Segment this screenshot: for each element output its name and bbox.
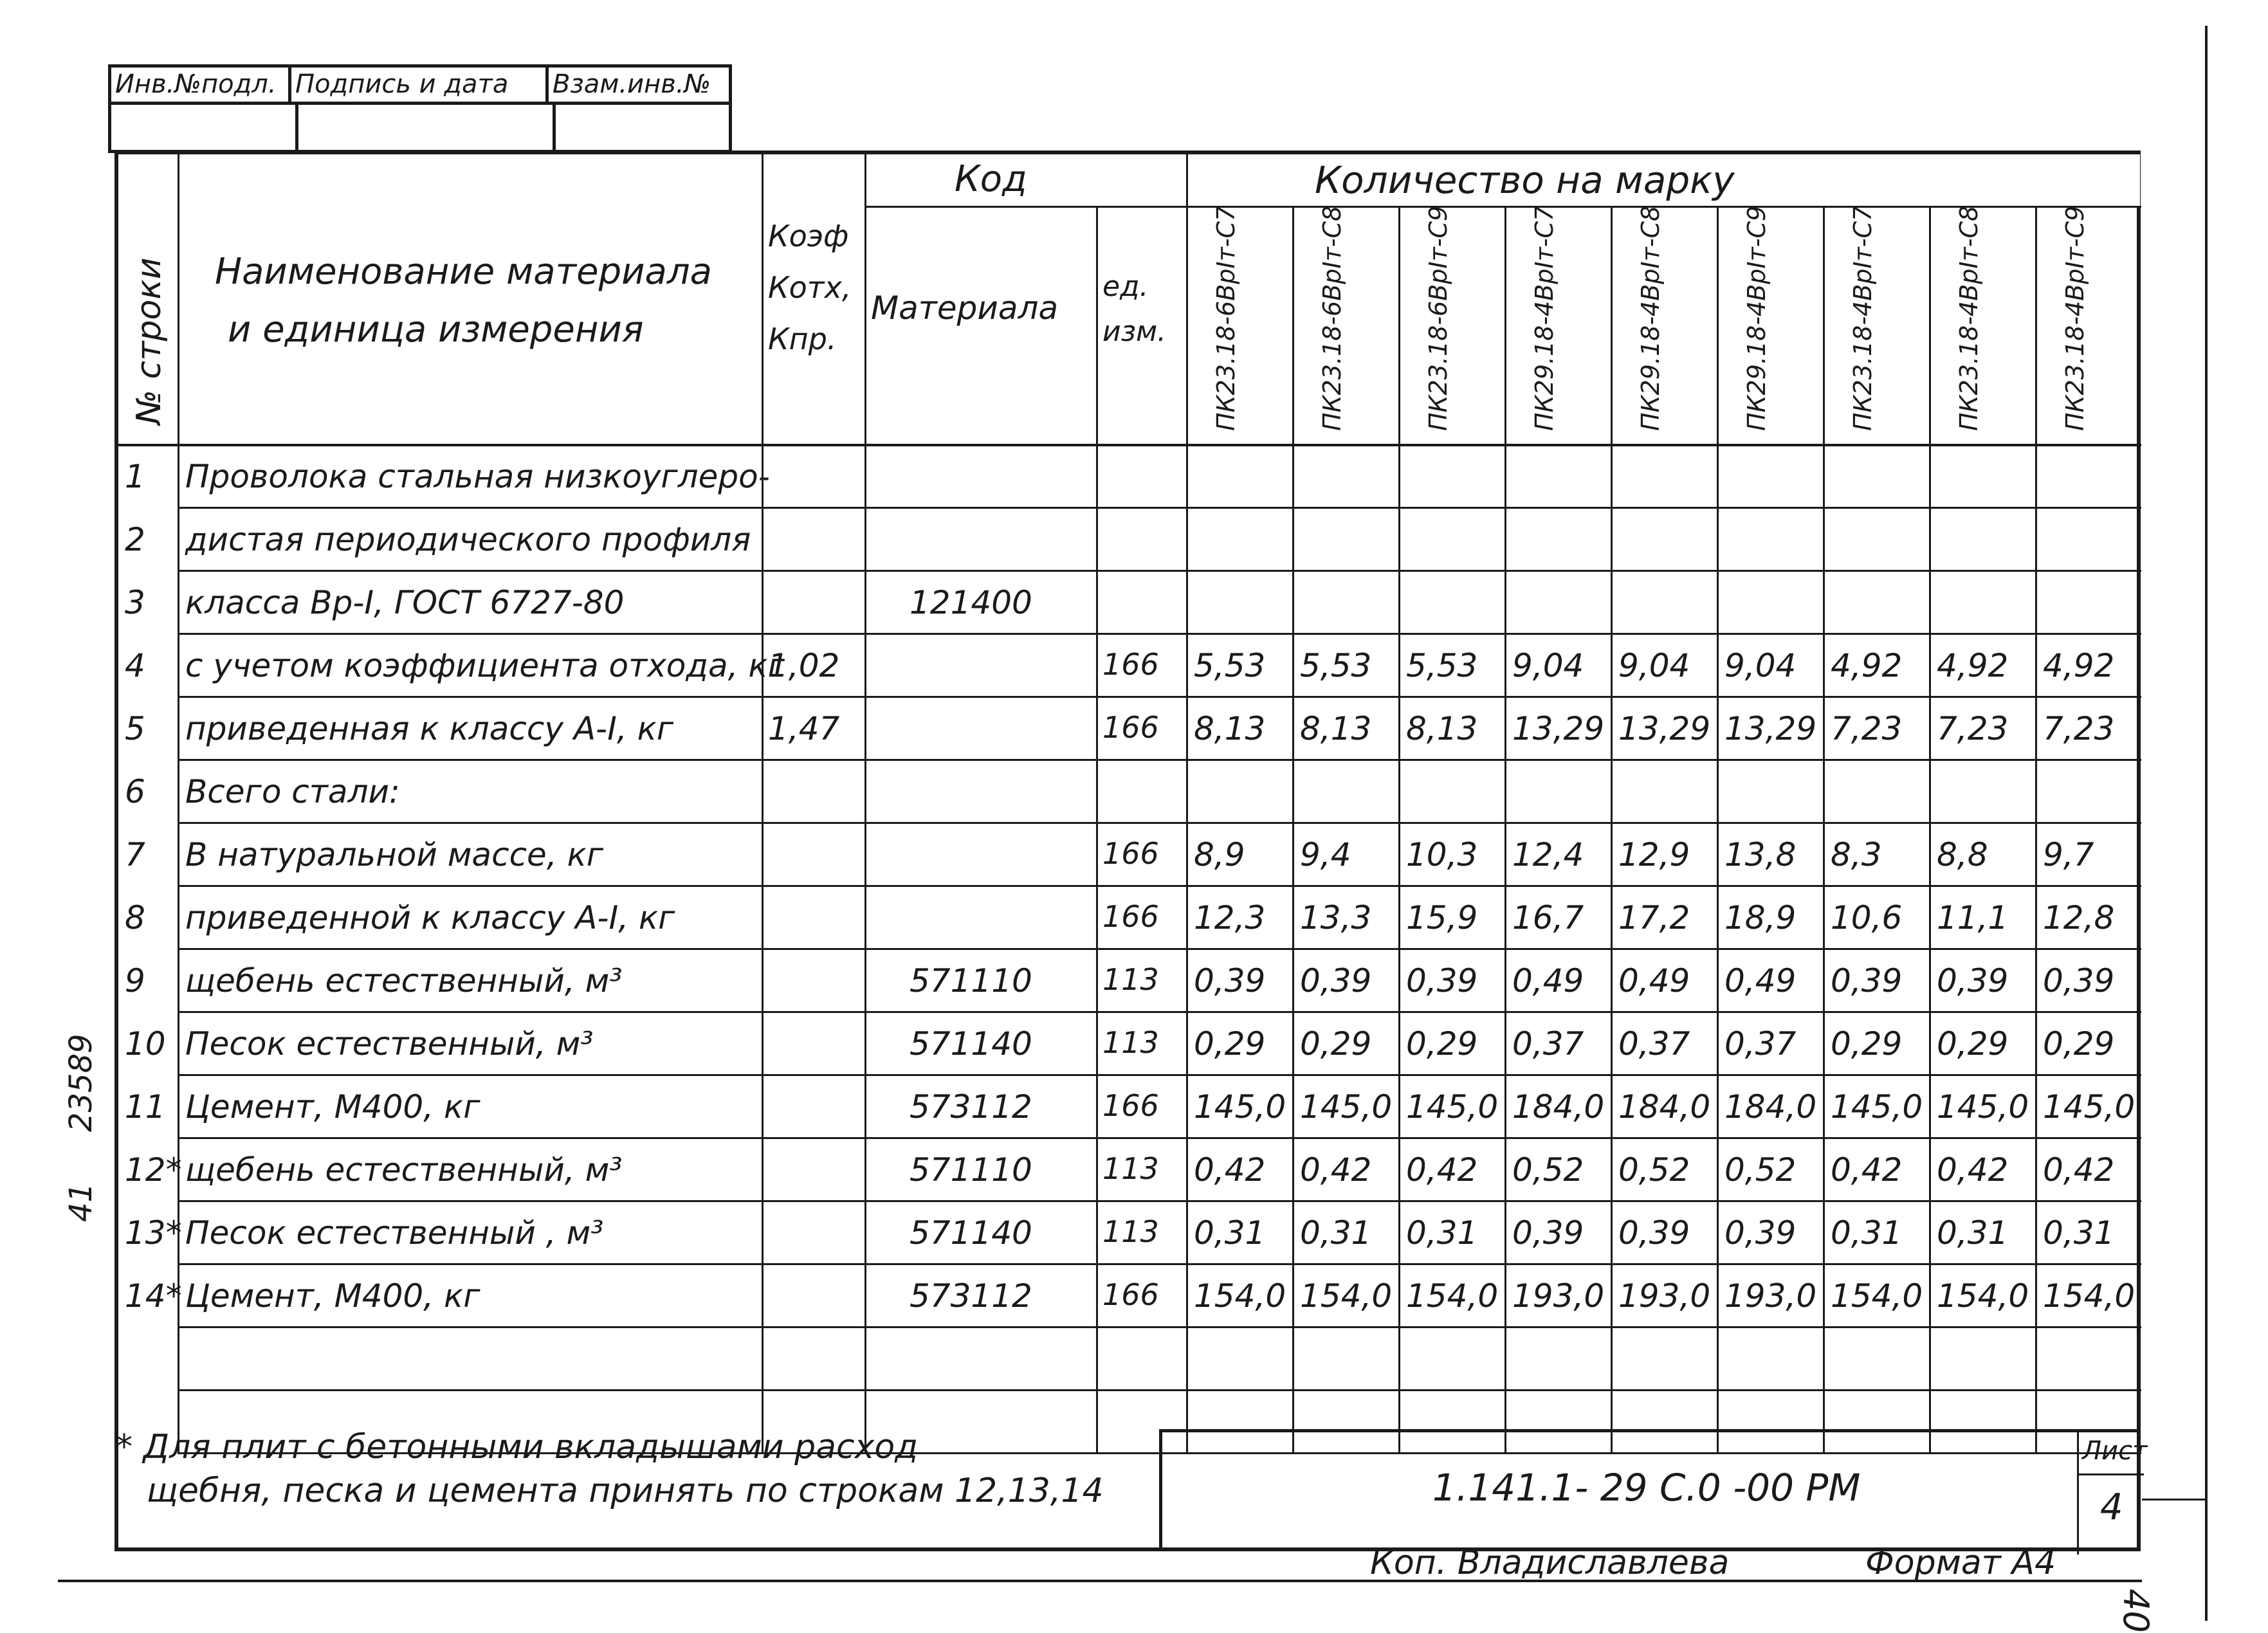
quantity-value: 0,39 <box>1831 962 1903 999</box>
material-name: класса Вр-I, ГОСТ 6727-80 <box>185 584 625 621</box>
unit-code: 113 <box>1102 962 1159 997</box>
quantity-value: 12,3 <box>1194 899 1266 936</box>
material-name: щебень естественный, м³ <box>185 962 623 999</box>
coef-header-line3: Кпр. <box>768 322 837 356</box>
row-number-header: № строки <box>130 257 169 424</box>
quantity-value: 0,39 <box>2043 962 2115 999</box>
row-number: 3 <box>125 584 145 621</box>
material-name: Песок естественный , м³ <box>185 1214 604 1252</box>
footnote-line-1: * Для плит с бетонными вкладышами расход <box>116 1428 919 1466</box>
quantity-value: 4,92 <box>1831 647 1903 684</box>
name-header-line1: Наименование материала <box>215 251 712 293</box>
material-name: приведенной к классу А-I, кг <box>185 899 675 936</box>
unit-code: 166 <box>1102 1088 1159 1123</box>
material-name: Песок естественный, м³ <box>185 1025 594 1063</box>
unit-code: 166 <box>1102 647 1159 682</box>
quantity-value: 0,42 <box>1937 1151 2009 1189</box>
quantity-value: 8,13 <box>1194 710 1266 747</box>
row-number: 9 <box>125 962 145 999</box>
quantity-value: 0,39 <box>1937 962 2009 999</box>
quantity-value: 184,0 <box>1618 1088 1711 1126</box>
quantity-value: 0,39 <box>1406 962 1478 999</box>
quantity-value: 11,1 <box>1937 899 2009 936</box>
quantity-value: 17,2 <box>1618 899 1690 936</box>
quantity-value: 8,13 <box>1406 710 1478 747</box>
mark-header-9: ПК23.18-4ВрIт-С9 <box>2061 205 2089 431</box>
quantity-value: 0,37 <box>1724 1025 1797 1063</box>
quantity-value: 4,92 <box>2043 647 2115 684</box>
quantity-value: 154,0 <box>1300 1277 1393 1315</box>
mark-header-7: ПК23.18-4ВрIт-С7 <box>1849 205 1877 431</box>
quantity-value: 0,29 <box>2043 1025 2115 1063</box>
quantity-value: 0,29 <box>1194 1025 1266 1063</box>
quantity-value: 9,7 <box>2043 836 2094 873</box>
quantity-value: 154,0 <box>1406 1277 1499 1315</box>
quantity-value: 0,52 <box>1618 1151 1690 1189</box>
sheet-label: Лист <box>2082 1436 2148 1466</box>
quantity-value: 13,29 <box>1618 710 1711 747</box>
quantity-value: 13,8 <box>1724 836 1797 873</box>
material-code: 571140 <box>910 1025 1032 1063</box>
quantity-value: 145,0 <box>1406 1088 1499 1126</box>
mark-header-6: ПК29.18-4ВрIт-С9 <box>1742 205 1771 431</box>
mark-header-1: ПК23.18-6ВрIт-С7 <box>1212 205 1240 431</box>
quantity-value: 13,3 <box>1300 899 1372 936</box>
quantity-value: 0,31 <box>1937 1214 2009 1252</box>
unit-code: 113 <box>1102 1214 1159 1249</box>
row-number: 4 <box>125 647 145 684</box>
quantity-value: 12,4 <box>1512 836 1584 873</box>
quantity-value: 145,0 <box>1194 1088 1286 1126</box>
material-name: с учетом коэффициента отхода, кг <box>185 647 785 684</box>
quantity-value: 9,04 <box>1724 647 1797 684</box>
quantity-value: 0,31 <box>1406 1214 1478 1252</box>
unit-code: 166 <box>1102 1277 1159 1312</box>
approval-stamp <box>108 64 732 153</box>
material-name: В натуральной массе, кг <box>185 836 604 873</box>
format-label: Формат А4 <box>1865 1544 2056 1582</box>
quantity-value: 193,0 <box>1512 1277 1605 1315</box>
quantity-value: 8,13 <box>1300 710 1372 747</box>
quantity-value: 9,04 <box>1618 647 1690 684</box>
unit-code: 166 <box>1102 836 1159 871</box>
row-number: 11 <box>125 1088 166 1126</box>
quantity-value: 0,42 <box>1831 1151 1903 1189</box>
quantity-value: 193,0 <box>1618 1277 1711 1315</box>
quantity-value: 9,04 <box>1512 647 1584 684</box>
quantity-value: 0,39 <box>1300 962 1372 999</box>
quantity-value: 0,39 <box>1724 1214 1797 1252</box>
material-code: 571110 <box>910 962 1032 999</box>
footnote-line-2: щебня, песка и цемента принять по строкам 12,13,14 <box>147 1472 1104 1510</box>
copied-by: Коп. Владиславлева <box>1370 1544 1730 1582</box>
coefficient: 1,47 <box>768 710 840 747</box>
quantity-value: 145,0 <box>1937 1088 2029 1126</box>
inv-label: Инв.№подл. <box>111 68 291 102</box>
row-number: 13* <box>125 1214 182 1252</box>
quantity-value: 12,8 <box>2043 899 2115 936</box>
quantity-value: 0,31 <box>1300 1214 1372 1252</box>
title-block <box>1159 1429 2148 1551</box>
sheet-number: 4 <box>2100 1486 2123 1528</box>
unit-code: 113 <box>1102 1025 1159 1060</box>
quantity-value: 0,39 <box>1618 1214 1690 1252</box>
quantity-value: 7,23 <box>2043 710 2115 747</box>
quantity-value: 0,31 <box>1831 1214 1903 1252</box>
coef-header-line2: Котх, <box>768 270 852 305</box>
quantity-value: 0,31 <box>2043 1214 2115 1252</box>
quantity-value: 4,92 <box>1937 647 2009 684</box>
material-code: 573112 <box>910 1277 1032 1315</box>
sign-label: Подпись и дата <box>291 68 549 102</box>
row-number: 12* <box>125 1151 182 1189</box>
quantity-value: 12,9 <box>1618 836 1690 873</box>
mark-header-5: ПК29.18-4ВрIт-С8 <box>1636 205 1665 431</box>
quantity-value: 5,53 <box>1406 647 1478 684</box>
quantity-value: 0,49 <box>1724 962 1797 999</box>
quantity-value: 7,23 <box>1831 710 1903 747</box>
quantity-value: 8,8 <box>1937 836 1988 873</box>
quantity-value: 0,29 <box>1937 1025 2009 1063</box>
quantity-value: 0,42 <box>2043 1151 2115 1189</box>
row-number: 14* <box>125 1277 182 1315</box>
quantity-value: 0,42 <box>1300 1151 1372 1189</box>
quantity-value: 154,0 <box>2043 1277 2135 1315</box>
material-header: Материала <box>871 289 1059 327</box>
quantity-value: 0,37 <box>1618 1025 1690 1063</box>
quantity-value: 0,49 <box>1618 962 1690 999</box>
row-number: 1 <box>125 458 145 495</box>
quantity-value: 0,42 <box>1406 1151 1478 1189</box>
quantity-value: 15,9 <box>1406 899 1478 936</box>
coef-header-line1: Коэф <box>768 219 849 253</box>
material-name: Проволока стальная низкоуглеро- <box>185 458 770 495</box>
page-number: 40 <box>2116 1589 2156 1633</box>
row-number: 2 <box>125 521 145 558</box>
mark-header-8: ПК23.18-4ВрIт-С8 <box>1955 205 1983 431</box>
quantity-value: 0,42 <box>1194 1151 1266 1189</box>
quantity-value: 0,49 <box>1512 962 1584 999</box>
quantity-value: 154,0 <box>1194 1277 1286 1315</box>
name-header-line2: и единица измерения <box>228 309 644 351</box>
material-code: 571110 <box>910 1151 1032 1189</box>
quantity-value: 0,39 <box>1194 962 1266 999</box>
quantity-header: Количество на марку <box>1315 158 1735 202</box>
replace-label: Взам.инв.№ <box>553 69 711 99</box>
material-code: 571140 <box>910 1214 1032 1252</box>
unit-code: 166 <box>1102 899 1159 934</box>
quantity-value: 154,0 <box>1937 1277 2029 1315</box>
mark-header-3: ПК23.18-6ВрIт-С9 <box>1424 205 1452 431</box>
quantity-value: 0,31 <box>1194 1214 1266 1252</box>
material-name: щебень естественный, м³ <box>185 1151 623 1189</box>
unit-code: 166 <box>1102 710 1159 745</box>
quantity-value: 154,0 <box>1831 1277 1923 1315</box>
quantity-value: 145,0 <box>2043 1088 2135 1126</box>
unit-header-line1: ед. <box>1102 270 1149 303</box>
mark-header-4: ПК29.18-4ВрIт-С7 <box>1530 205 1559 431</box>
mark-header-2: ПК23.18-6ВрIт-С8 <box>1318 205 1346 431</box>
quantity-value: 8,9 <box>1194 836 1245 873</box>
row-number: 6 <box>125 773 145 810</box>
quantity-value: 0,37 <box>1512 1025 1584 1063</box>
row-number: 10 <box>125 1025 166 1063</box>
quantity-value: 9,4 <box>1300 836 1351 873</box>
material-name: дистая периодического профиля <box>185 521 751 558</box>
side-mark-b: 41 <box>63 1182 99 1222</box>
row-number: 7 <box>125 836 145 873</box>
quantity-value: 193,0 <box>1724 1277 1817 1315</box>
row-number: 8 <box>125 899 145 936</box>
material-code: 573112 <box>910 1088 1032 1126</box>
quantity-value: 13,29 <box>1724 710 1817 747</box>
quantity-value: 5,53 <box>1300 647 1372 684</box>
quantity-value: 184,0 <box>1724 1088 1817 1126</box>
material-name: Цемент, М400, кг <box>185 1277 480 1315</box>
coefficient: 1,02 <box>768 647 840 684</box>
quantity-value: 13,29 <box>1512 710 1605 747</box>
side-mark-a: 23589 <box>63 1034 99 1132</box>
quantity-value: 0,29 <box>1831 1025 1903 1063</box>
quantity-value: 7,23 <box>1937 710 2009 747</box>
quantity-value: 18,9 <box>1724 899 1797 936</box>
quantity-value: 145,0 <box>1300 1088 1393 1126</box>
material-name: Цемент, М400, кг <box>185 1088 480 1126</box>
material-name: Всего стали: <box>185 773 400 810</box>
unit-header-line2: изм. <box>1102 315 1167 348</box>
quantity-value: 0,29 <box>1300 1025 1372 1063</box>
quantity-value: 0,29 <box>1406 1025 1478 1063</box>
material-code: 121400 <box>910 584 1032 621</box>
quantity-value: 16,7 <box>1512 899 1584 936</box>
code-header: Код <box>955 158 1027 200</box>
quantity-value: 0,52 <box>1512 1151 1584 1189</box>
quantity-value: 10,6 <box>1831 899 1903 936</box>
quantity-value: 10,3 <box>1406 836 1478 873</box>
quantity-value: 0,52 <box>1724 1151 1797 1189</box>
document-code: 1.141.1- 29 С.0 -00 РМ <box>1432 1466 1861 1510</box>
table-frame <box>114 151 2141 1551</box>
quantity-value: 5,53 <box>1194 647 1266 684</box>
quantity-value: 145,0 <box>1831 1088 1923 1126</box>
quantity-value: 0,39 <box>1512 1214 1584 1252</box>
quantity-value: 184,0 <box>1512 1088 1605 1126</box>
unit-code: 113 <box>1102 1151 1159 1186</box>
quantity-value: 8,3 <box>1831 836 1882 873</box>
material-name: приведенная к классу А-I, кг <box>185 710 674 747</box>
row-number: 5 <box>125 710 145 747</box>
